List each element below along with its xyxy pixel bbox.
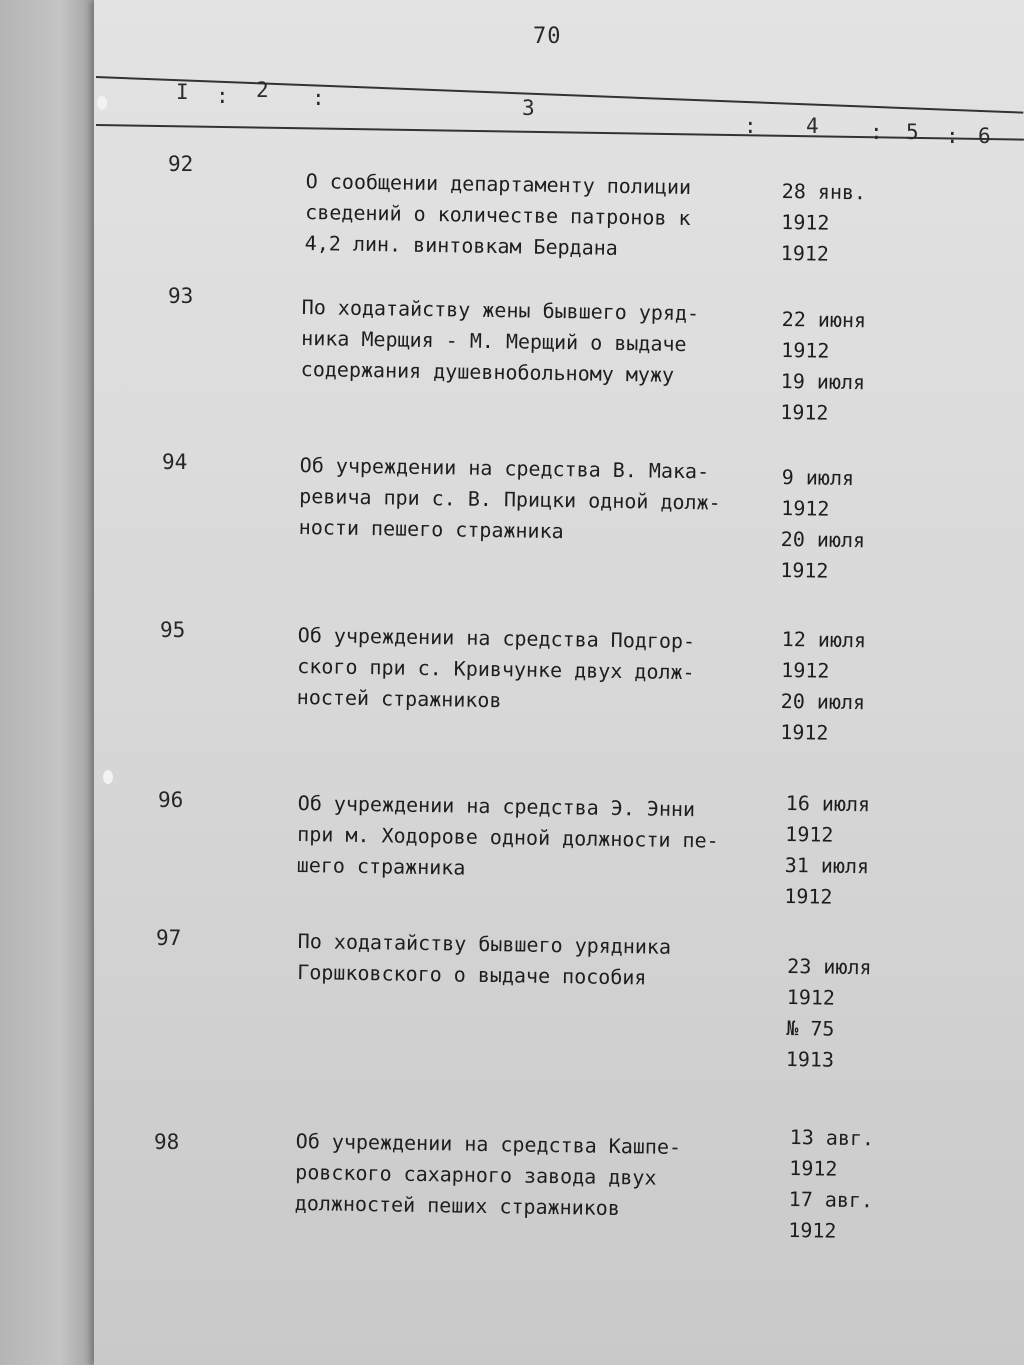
column-separator: : (216, 84, 229, 108)
underlying-page-edge (0, 0, 100, 1365)
entry-number: 96 (158, 788, 184, 812)
entry-description: Об учреждении на средства В. Мака- ревича при с. В. Прицки одной долж- ности пешего стражника (298, 452, 721, 544)
entry-number: 95 (160, 618, 186, 642)
column-header-1: I (176, 80, 189, 104)
column-separator: : (870, 120, 883, 144)
column-header-6: 6 (978, 124, 991, 148)
entry-description: По ходатайству жены бывшего уряд- ника Мерщия - М. Мерщий о выдаче содержания душевнобольному мужу (300, 294, 700, 387)
entry-description: О сообщении департаменту полиции сведений о количестве патронов к 4,2 лин. винтовкам Бердана (304, 168, 692, 260)
entry-dates: 28 янв. 1912 1912 (780, 178, 867, 266)
entry-number: 94 (162, 450, 188, 474)
column-separator: : (946, 124, 959, 148)
column-header-4: 4 (806, 114, 819, 138)
punch-hole (103, 770, 113, 784)
entry-number: 98 (154, 1130, 180, 1154)
column-separator: : (312, 86, 325, 110)
entry-description: Об учреждении на средства Кашпе- ровского сахарного завода двух должностей пеших стражников (294, 1128, 682, 1221)
entry-dates: 13 авг. 1912 17 авг. 1912 (788, 1124, 875, 1243)
punch-hole (97, 96, 107, 110)
entry-number: 93 (168, 284, 194, 308)
entry-dates: 16 июля 1912 31 июля 1912 (784, 790, 871, 909)
column-header-2: 2 (256, 78, 269, 102)
entry-dates: 9 июля 1912 20 июля 1912 (780, 464, 866, 583)
entry-number: 97 (156, 926, 182, 950)
entry-dates: 22 июня 1912 19 июля 1912 (780, 306, 867, 425)
entry-description: По ходатайству бывшего урядника Горшковского о выдаче пособия (297, 928, 672, 990)
entry-description: Об учреждении на средства Э. Энни при м. Ходорове одной должности пе- шего стражника (296, 790, 719, 880)
column-separator: : (744, 114, 757, 138)
entry-description: Об учреждении на средства Подгор- ского при с. Кривчунке двух долж- ностей стражников (296, 622, 696, 713)
column-header-3: 3 (522, 96, 535, 120)
entry-dates: 23 июля 1912 № 75 1913 (785, 922, 872, 1072)
entry-dates: 12 июля 1912 20 июля 1912 (780, 626, 867, 745)
entry-number: 92 (168, 152, 194, 176)
page-number: 70 (533, 24, 562, 49)
column-header-5: 5 (906, 120, 919, 144)
